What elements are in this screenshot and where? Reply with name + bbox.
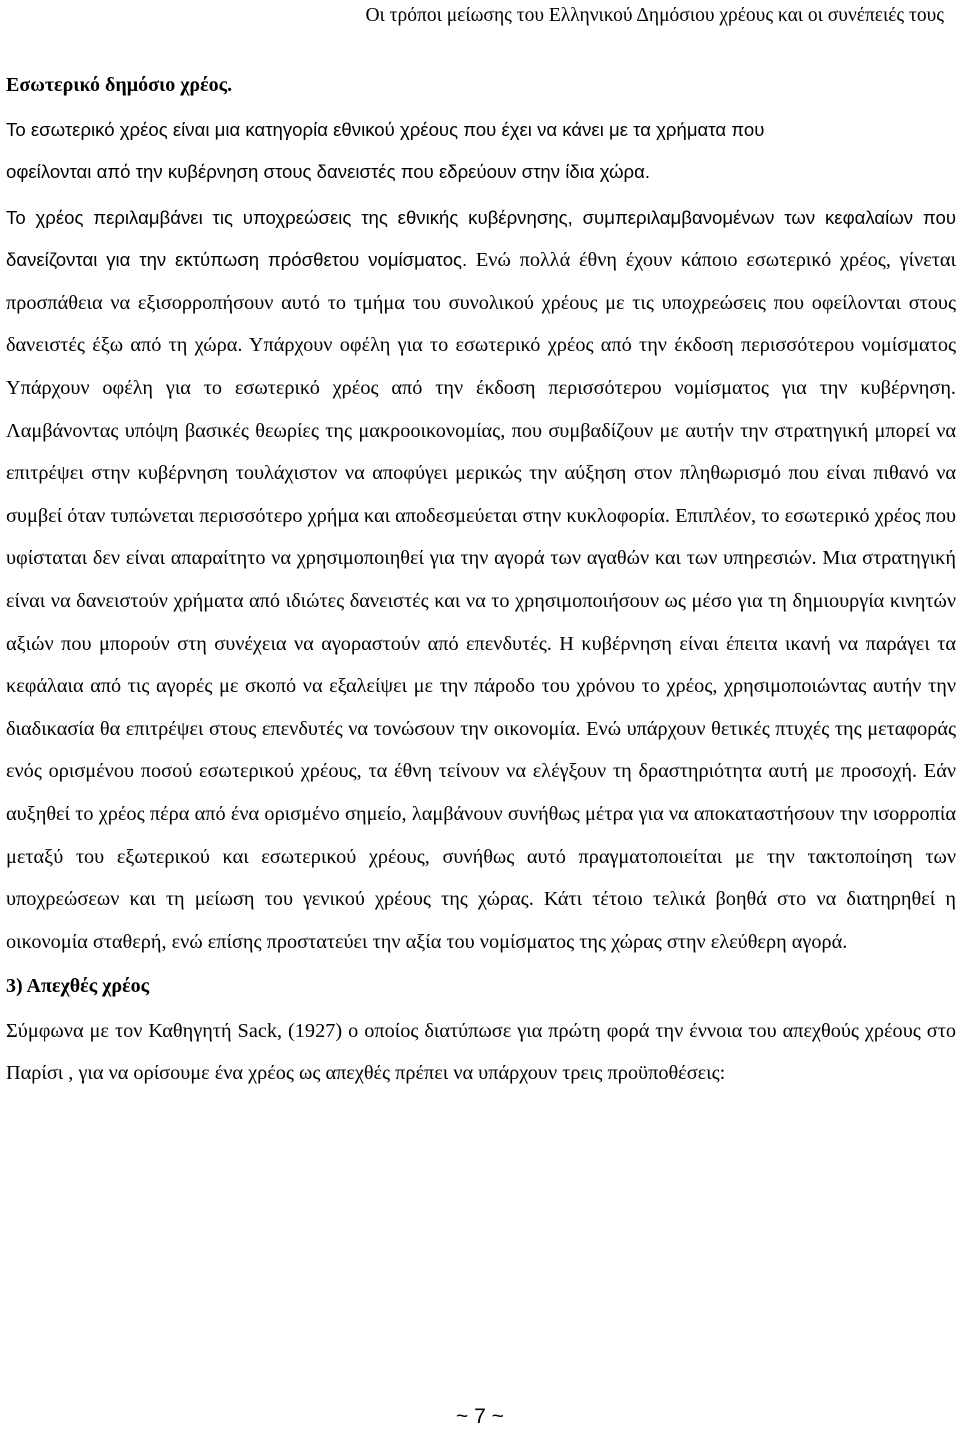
section-heading-internal-debt: Εσωτερικό δημόσιο χρέος.: [6, 74, 233, 96]
paragraph-definition-line2: οφείλονται από την κυβέρνηση στους δανειστές που εδρεύουν στην ίδια χώρα.: [6, 161, 651, 183]
text-segment: Υπάρχουν οφέλη για το εσωτερικό χρέος από την έκδοση περισσότερου νομίσματος Υπάρχουν οφέλη για το εσωτερικό χρέος από την έκδοση περισσότερου νομίσματος για την κυβέρνηση.: [6, 334, 956, 400]
page-number: ~ 7 ~: [456, 1405, 504, 1428]
text-segment: Το χρέος περιλαμβάνει τις υποχρεώσεις της εθνικής κυβέρνησης, συμπεριλαμβανομένων των κεφαλαίων που δανείζονται για την εκτύπωση πρόσθετου νομίσματος.: [6, 206, 956, 271]
text-segment: Ενώ πολλά έθνη έχουν κάποιο εσωτερικό χρέος, γίνεται προσπάθεια να εξισορροπήσουν αυτό το τμήμα του συνολικού χρέους με τις υποχρεώσεις που οφείλονται στους δανειστές έξω από τη χώρα.: [6, 249, 956, 357]
text-segment: Λαμβάνοντας υπόψη βασικές θεωρίες της μακροοικονομίας, που συμβαδίζουν με αυτήν την στρατηγική μπορεί να επιτρέψει στην κυβέρνηση τουλάχιστον να αποφύγει μερικώς την αύξηση στον πληθωρισμό που είναι πιθανό να συμβεί όταν τυπώνεται περισσότερο χρήμα και αποδεσμεύεται στην κυκλοφορία.: [6, 419, 956, 527]
text-segment: Κάτι τέτοιο τελικά βοηθά στο να διατηρηθεί η οικονομία σταθερή, ενώ επίσης προστατεύει την αξία του νομίσματος της χώρας στην ελεύθερη αγορά.: [6, 888, 956, 953]
text-segment: Εάν αυξηθεί το χρέος πέρα από ένα ορισμένο σημείο, λαμβάνουν συνήθως μέτρα για να αποκαταστήσουν την ισορροπία μεταξύ του εξωτερικού και εσωτερικού χρέους, συνήθως αυτό πραγματοποιείται με την τακτοποίηση των υποχρεώσεων και τη μείωση του γενικού χρέους της χώρας.: [6, 760, 956, 911]
text-segment: Ενώ υπάρχουν θετικές πτυχές της μεταφοράς ενός ορισμένου ποσού εσωτερικού χρέους, τα έθνη τείνουν να ελέγξουν τη δραστηριότητα αυτή με προσοχή.: [6, 717, 957, 783]
paragraph-odious-debt: Σύμφωνα με τον Καθηγητή Sack, (1927) ο οποίος διατύπωσε για πρώτη φορά την έννοια του απεχθούς χρέους στο Παρίσι , για να ορίσουμε ένα χρέος ως απεχθές πρέπει να υπάρχουν τρεις προϋποθέσεις:: [6, 1019, 956, 1085]
body-column: [6, 64, 956, 1095]
paragraph-internal-debt-body: [6, 197, 956, 964]
section-heading-odious-debt: 3) Απεχθές χρέος: [6, 975, 150, 998]
text-segment: Επιπλέον, το εσωτερικό χρέος που υφίσταται δεν είναι απαραίτητο να χρησιμοποιηθεί για την αγορά των αγαθών και των υπηρεσιών.: [6, 504, 956, 570]
text-segment: Η κυβέρνηση είναι έπειτα ικανή να παράγει τα κεφάλαια από τις αγορές με σκοπό να εξαλείψει με την πάροδο του χρόνου το χρέος, χρησιμοποιώντας αυτήν την διαδικασία θα επιτρέψει στους επενδυτές να τονώσουν την οικονομία.: [6, 632, 956, 740]
paragraph-definition-line1: Το εσωτερικό χρέος είναι μια κατηγορία εθνικού χρέους που έχει να κάνει με τα χρήματα που: [6, 118, 765, 140]
running-header: Οι τρόποι μείωσης του Ελληνικού Δημόσιου χρέους και οι συνέπειές τους: [365, 5, 944, 26]
text-segment: Μια στρατηγική είναι να δανειστούν χρήματα από ιδιώτες δανειστές και να το χρησιμοποιήσουν ως μέσο για τη δημιουργία κινητών αξιών που μπορούν στη συνέχεια να αγοραστούν από επενδυτές.: [6, 547, 956, 655]
paragraph-definition: [6, 109, 956, 194]
